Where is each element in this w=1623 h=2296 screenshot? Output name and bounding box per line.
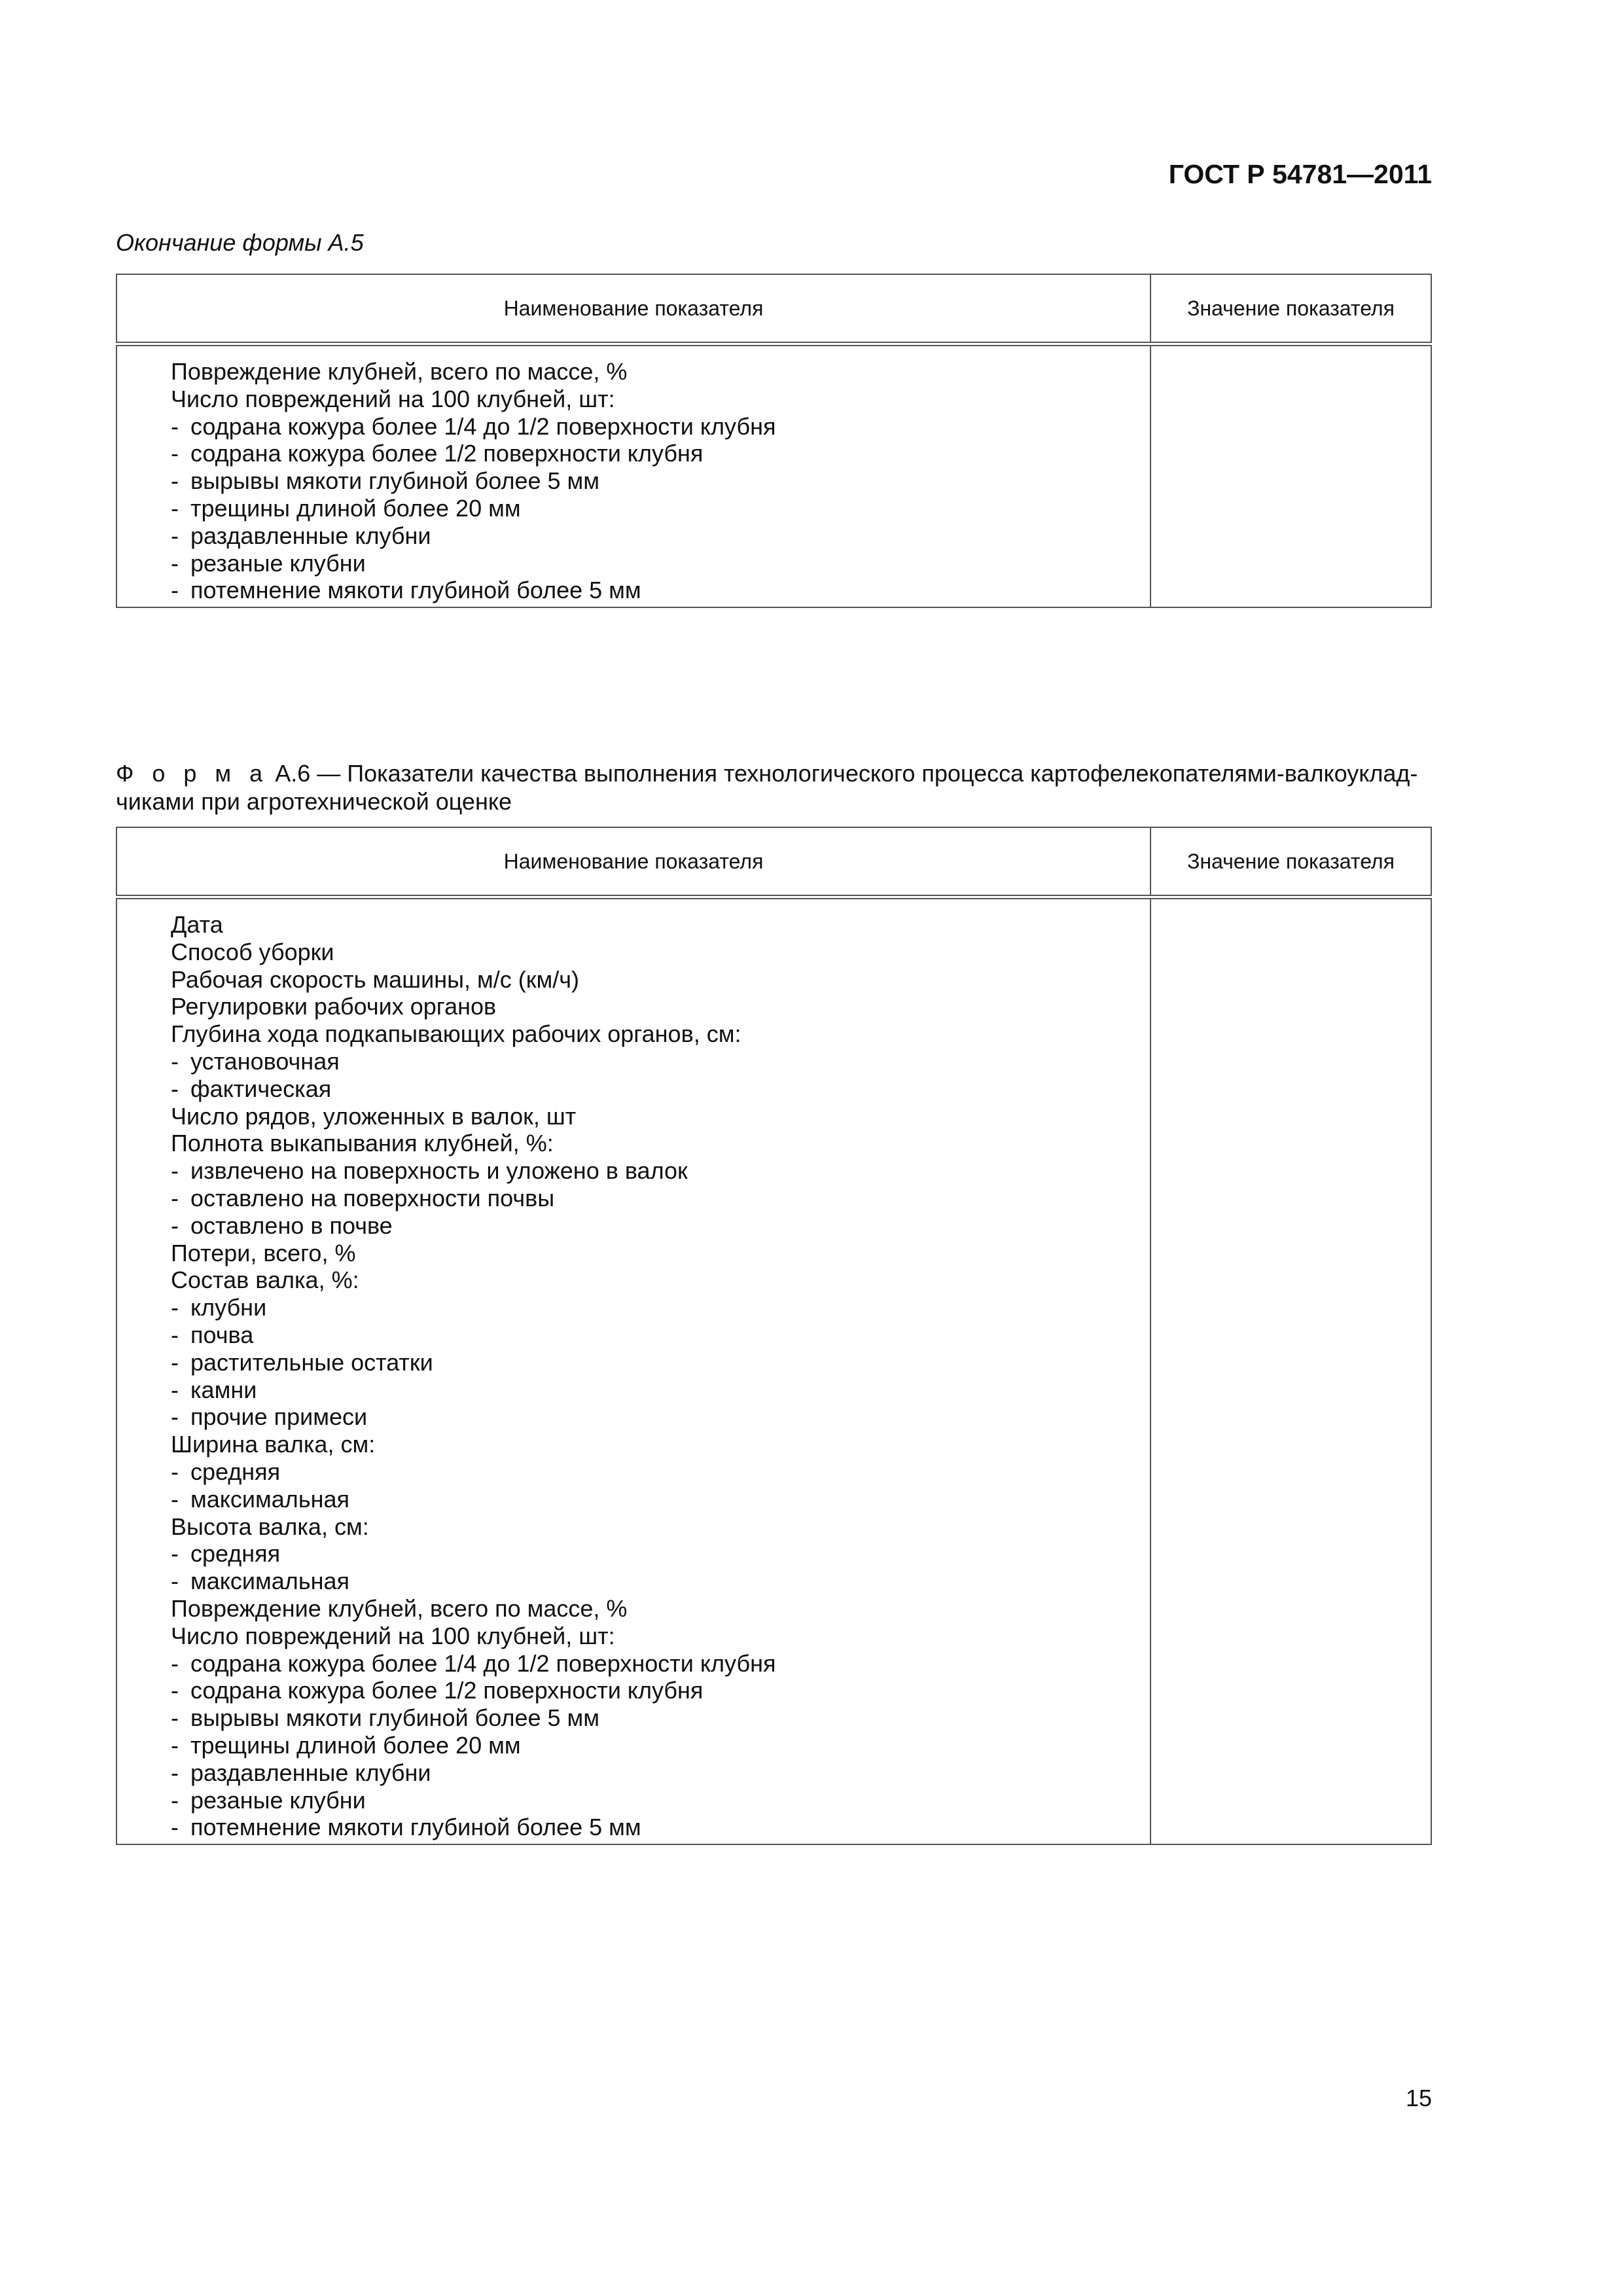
table-row — [116, 897, 1431, 1845]
column-header-name: Наименование показателя — [116, 274, 1150, 344]
list-item: - максимальная — [171, 1486, 1150, 1513]
column-header-value: Значение показателя — [1150, 827, 1431, 897]
continuation-label: Окончание формы А.5 — [116, 229, 364, 256]
list-item: - камни — [171, 1376, 1150, 1404]
list-item: - установочная — [171, 1048, 1150, 1075]
list-item: - вырывы мякоти глубиной более 5 мм — [171, 467, 1150, 495]
list-item: Регулировки рабочих органов — [171, 993, 497, 1020]
list-item: - клубни — [171, 1294, 1150, 1321]
table-header-row — [116, 827, 1431, 897]
list-item: - фактическая — [171, 1075, 1150, 1103]
list-item: - оставлено на поверхности почвы — [171, 1185, 1150, 1212]
list-item: Потери, всего, % — [171, 1239, 356, 1266]
form-label: Ф о р м а — [116, 760, 269, 787]
list-item: Рабочая скорость машины, м/с (км/ч) — [171, 965, 579, 993]
list-item: - трещины длиной более 20 мм — [171, 495, 1150, 522]
list-item: - извлечено на поверхность и уложено в валок — [171, 1157, 1150, 1185]
form-title-line2: чиками при агротехнической оценке — [116, 788, 512, 815]
form-a6-table — [116, 827, 1432, 1845]
column-header-value: Значение показателя — [1150, 274, 1431, 344]
list-item: - трещины длиной более 20 мм — [171, 1732, 1150, 1759]
list-item: - оставлено в почве — [171, 1212, 1150, 1240]
list-item: - содрана кожура более 1/4 до 1/2 поверхности клубня — [171, 1650, 1150, 1677]
table-row — [116, 344, 1431, 608]
list-item: - средняя — [171, 1458, 1150, 1486]
list-item: - содрана кожура более 1/2 поверхности клубня — [171, 440, 1150, 467]
list-item: - раздавленные клубни — [171, 522, 1150, 550]
list-item: - вырывы мякоти глубиной более 5 мм — [171, 1704, 1150, 1732]
list-item: - прочие примеси — [171, 1403, 1150, 1431]
list-item: - потемнение мякоти глубиной более 5 мм — [171, 1814, 1150, 1841]
list-item: Повреждение клубней, всего по массе, % — [171, 358, 628, 385]
list-item: - содрана кожура более 1/4 до 1/2 поверхности клубня — [171, 413, 1150, 440]
value-cell — [1150, 897, 1431, 1845]
standard-code: ГОСТ Р 54781—2011 — [1168, 159, 1432, 189]
indicator-list — [116, 344, 1150, 608]
value-cell — [1150, 344, 1431, 608]
list-item: Число повреждений на 100 клубней, шт: — [171, 385, 615, 412]
page-number: 15 — [1405, 2085, 1432, 2111]
list-item: - резаные клубни — [171, 550, 1150, 577]
list-item: - средняя — [171, 1540, 1150, 1568]
list-item: Глубина хода подкапывающих рабочих органов, см: — [171, 1020, 741, 1048]
list-item: - содрана кожура более 1/2 поверхности клубня — [171, 1677, 1150, 1704]
list-item: Полнота выкапывания клубней, %: — [171, 1130, 554, 1157]
list-item: Число рядов, уложенных в валок, шт — [171, 1102, 577, 1130]
list-item: - раздавленные клубни — [171, 1759, 1150, 1787]
list-item: Высота валка, см: — [171, 1513, 369, 1540]
list-item: Повреждение клубней, всего по массе, % — [171, 1594, 628, 1622]
list-item: - максимальная — [171, 1568, 1150, 1595]
table-header-row — [116, 274, 1431, 344]
list-item: - почва — [171, 1321, 1150, 1349]
list-item: - потемнение мякоти глубиной более 5 мм — [171, 577, 1150, 604]
list-item: Способ уборки — [171, 938, 334, 965]
list-item: Ширина валка, см: — [171, 1431, 376, 1458]
column-header-name: Наименование показателя — [116, 827, 1150, 897]
list-item: - резаные клубни — [171, 1787, 1150, 1814]
indicator-list — [116, 897, 1150, 1845]
list-item: Число повреждений на 100 клубней, шт: — [171, 1622, 615, 1649]
form-title-text: А.6 — Показатели качества выполнения технологического процесса картофелекопателями-валкоуклад- — [268, 760, 1418, 787]
list-item: Состав валка, %: — [171, 1266, 359, 1294]
form-a6-title — [116, 759, 1435, 816]
form-a5-table — [116, 274, 1432, 608]
list-item: - растительные остатки — [171, 1349, 1150, 1376]
list-item: Дата — [171, 911, 223, 938]
